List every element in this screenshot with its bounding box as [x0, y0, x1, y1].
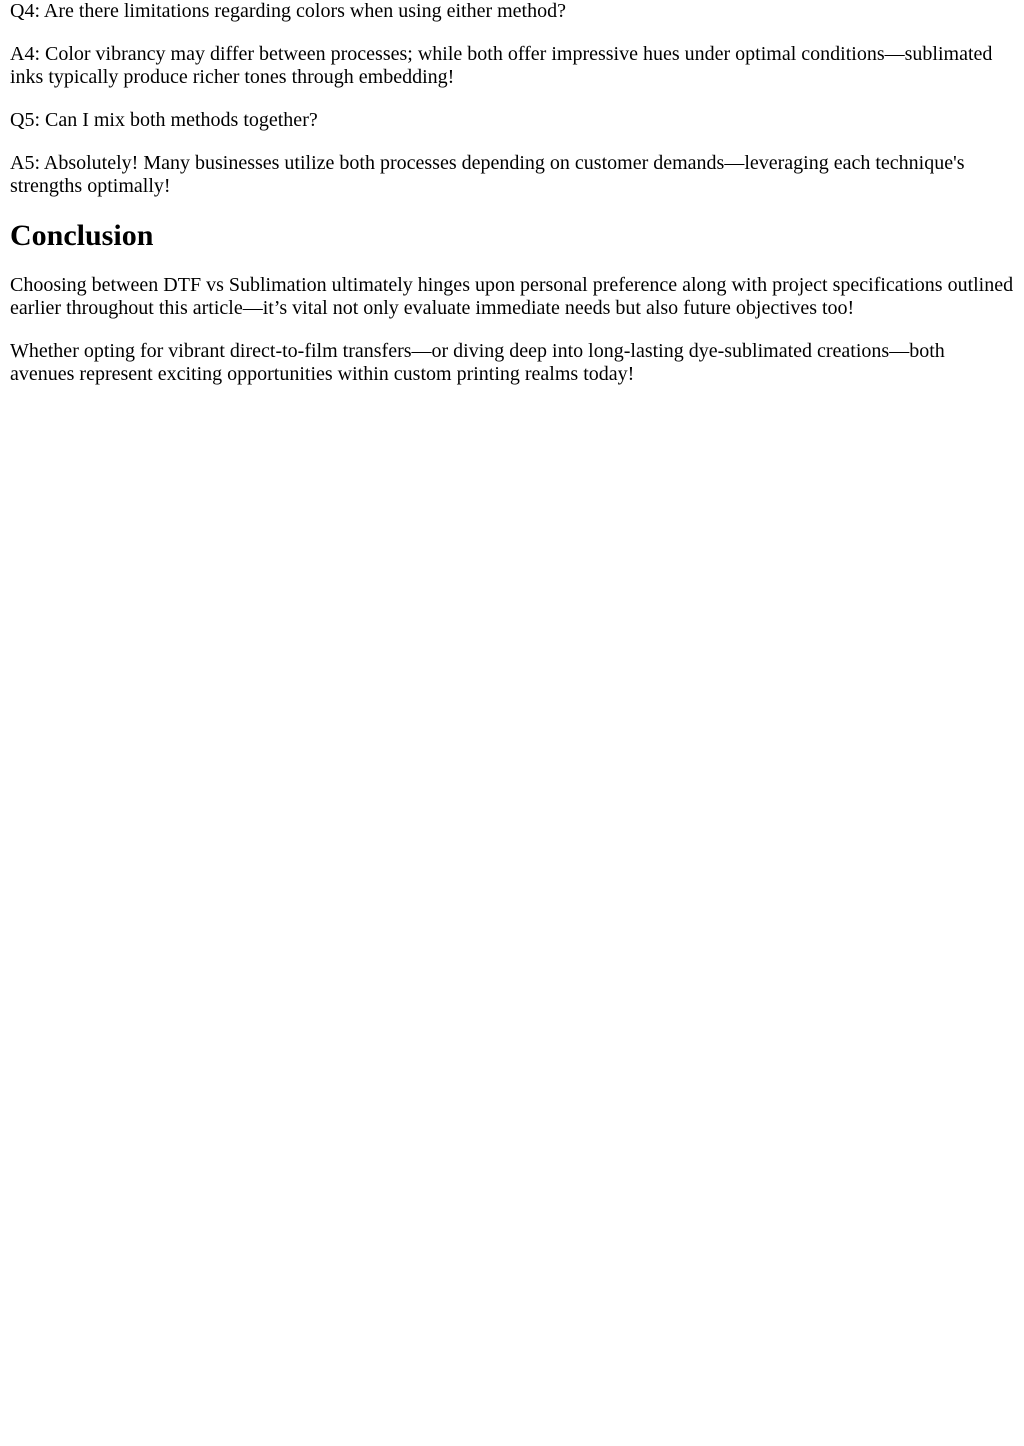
conclusion-paragraph-1: Choosing between DTF vs Sublimation ultimately hinges upon personal preference along with project specifications outlined earlier throughout this article—it’s vital not only evaluate immediate needs but also future objectives too!	[10, 274, 1014, 319]
faq-answer-5: A5: Absolutely! Many businesses utilize both processes depending on customer demands—leveraging each technique's strengths optimally!	[10, 152, 965, 197]
faq-answer-4: A4: Color vibrancy may differ between processes; while both offer impressive hues under optimal conditions—sublimated inks typically produce richer tones through embedding!	[10, 43, 993, 88]
conclusion-paragraph-2: Whether opting for vibrant direct-to-film transfers—or diving deep into long-lasting dye-sublimated creations—both avenues represent exciting opportunities within custom printing realms today!	[10, 340, 945, 385]
faq-question-4: Q4: Are there limitations regarding colors when using either method?	[10, 0, 566, 22]
faq-question-5: Q5: Can I mix both methods together?	[10, 109, 318, 131]
article-content	[0, 0, 1024, 386]
conclusion-heading: Conclusion	[10, 219, 154, 252]
